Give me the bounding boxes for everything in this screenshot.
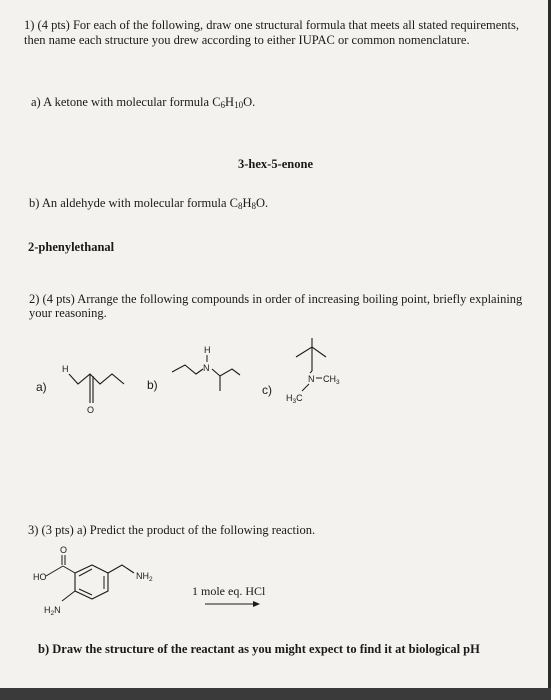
aldehyde-h-atom: H	[62, 364, 69, 374]
compound-c-label: c)	[262, 383, 272, 397]
reactant-structure	[30, 543, 180, 618]
answer-1a: 3-hex-5-enone	[238, 157, 313, 171]
reagent-label: 1 mole eq. HCl	[192, 584, 266, 598]
amine-h-atom: H	[204, 345, 211, 355]
compound-a-label: a)	[36, 380, 47, 394]
carboxyl-o-atom: O	[60, 545, 68, 555]
question-1b-text: b) An aldehyde with molecular formula $C_8H_8O$.	[29, 196, 269, 211]
amine-n-atom-c: N	[308, 374, 315, 384]
question-3-prompt: 3) (3 pts) a) Predict the product of the following reaction.	[28, 523, 316, 537]
compound-a-structure	[60, 360, 150, 420]
answer-1b: 2-phenylethanal	[28, 240, 115, 254]
carboxyl-ho-group: HO	[33, 572, 47, 582]
compound-b-label: b)	[147, 378, 158, 392]
question-2-prompt: 2) (4 pts) Arrange the following compounds in order of increasing boiling point, briefly explaining your reasoning.	[29, 292, 523, 320]
reaction-arrow	[205, 600, 265, 608]
aromatic-h2n-group: $H_2N$	[44, 605, 61, 617]
ch3-group: $CH_3$	[323, 374, 340, 386]
question-1-prompt: 1) (4 pts) For each of the following, draw one structural formula that meets all stated requirements, then name each structure you drew according to either IUPAC or common nomenclature.	[24, 18, 519, 47]
ketone-o-atom: O	[87, 405, 95, 415]
compound-b-structure	[170, 345, 250, 405]
desk-background	[0, 688, 551, 700]
compound-c-structure	[282, 335, 372, 410]
question-1a-text: a) A ketone with molecular formula $C_6H_{10}O$.	[31, 95, 256, 110]
question-3b-text: b) Draw the structure of the reactant as you might expect to find it at biological pH	[38, 642, 480, 656]
amine-nh2-group: $NH_2$	[136, 571, 153, 583]
amine-n-atom: N	[203, 363, 210, 373]
h3c-group: $H_3C$	[286, 393, 303, 405]
